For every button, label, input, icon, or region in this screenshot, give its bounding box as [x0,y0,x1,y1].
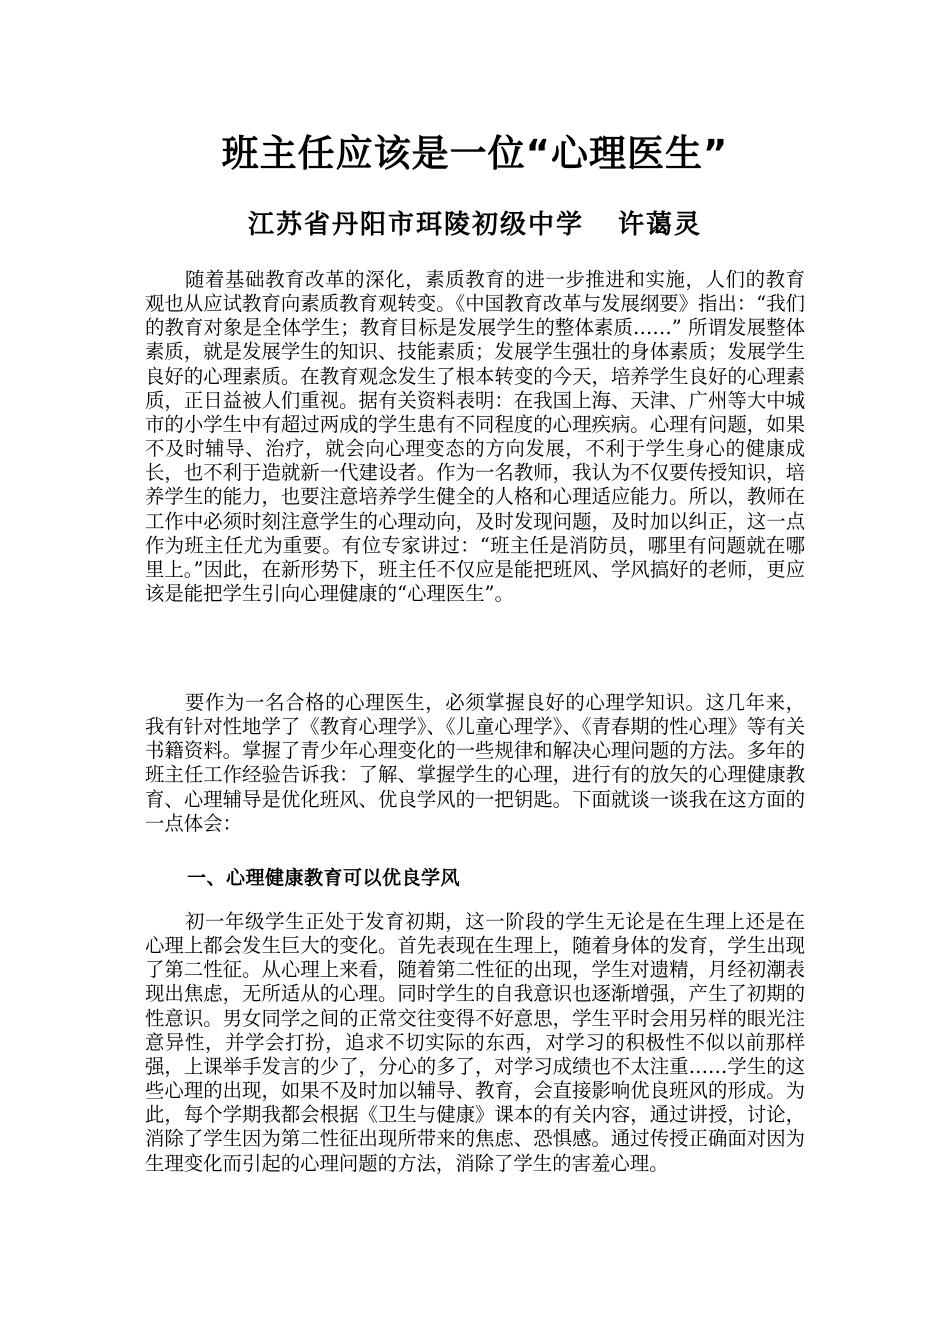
author-name: 许蔼灵 [618,210,703,240]
section-heading: 一、心理健康教育可以优良学风 [187,867,461,889]
body-paragraph-1: 随着基础教育改革的深化，素质教育的进一步推进和实施，人们的教育观也从应试教育向素质教育观转变。《中国教育改革与发展纲要》指出：“我们的教育对象是全体学生；教育目标是发展学生的整体素质……” 所谓发展整体素质，就是发展学生的知识、技能素质；发展学生强壮的身体素质；发展学生良好的心理素质。在教育观念发生了根本转变的今天，培养学生良好的心理素质，正日益被人们重视。据有关资料表明：在我国上海、天津、广州等大中城市的小学生中有超过两成的学生患有不同程度的心理疾病。心理有问题，如果不及时辅导、治疗，就会向心理变态的方向发展，不利于学生身心的健康成长，也不利于造就新一代建设者。作为一名教师，我认为不仅要传授知识，培养学生的能力，也要注意培养学生健全的人格和心理适应能力。所以，教师在工作中必须时刻注意学生的心理动向，及时发现问题，及时加以纠正，这一点作为班主任尤为重要。有位专家讲过：“班主任是消防员，哪里有问题就在哪里上。”因此，在新形势下，班主任不仅应是能把班风、学风搞好的老师，更应该是能把学生引向心理健康的“心理医生”。 [145,268,805,606]
body-paragraph-3: 初一年级学生正处于发育初期，这一阶段的学生无论是在生理上还是在心理上都会发生巨大的变化。首先表现在生理上，随着身体的发育，学生出现了第二性征。从心理上来看，随着第二性征的出现，学生对遗精，月经初潮表现出焦虑，无所适从的心理。同时学生的自我意识也逐渐增强，产生了初期的性意识。男女同学之间的正常交往变得不好意思，学生平时会用另样的眼光注意异性，并学会打扮，追求不切实际的东西，对学习的积极性不似以前那样强，上课举手发言的少了，分心的多了，对学习成绩也不太注重……学生的这些心理的出现，如果不及时加以辅导、教育，会直接影响优良班风的形成。为此，每个学期我都会根据《卫生与健康》课本的有关内容，通过讲授，讨论，消除了学生因为第二性征出现所带来的焦虑、恐惧感。通过传授正确面对因为生理变化而引起的心理问题的方法，消除了学生的害羞心理。 [145,910,805,1175]
document-title: 班主任应该是一位“心理医生” [221,132,729,175]
author-school: 江苏省丹阳市珥陵初级中学 [247,210,584,240]
author-line [0,205,950,245]
body-paragraph-2: 要作为一名合格的心理医生，必须掌握良好的心理学知识。这几年来，我有针对性地学了《教育心理学》、《儿童心理学》、《青春期的性心理》等有关书籍资料。掌握了青少年心理变化的一些规律和解决心理问题的方法。多年的班主任工作经验告诉我：了解、掌握学生的心理，进行有的放矢的心理健康教育、心理辅导是优化班风、优良学风的一把钥匙。下面就谈一谈我在这方面的一点体会： [145,691,805,835]
